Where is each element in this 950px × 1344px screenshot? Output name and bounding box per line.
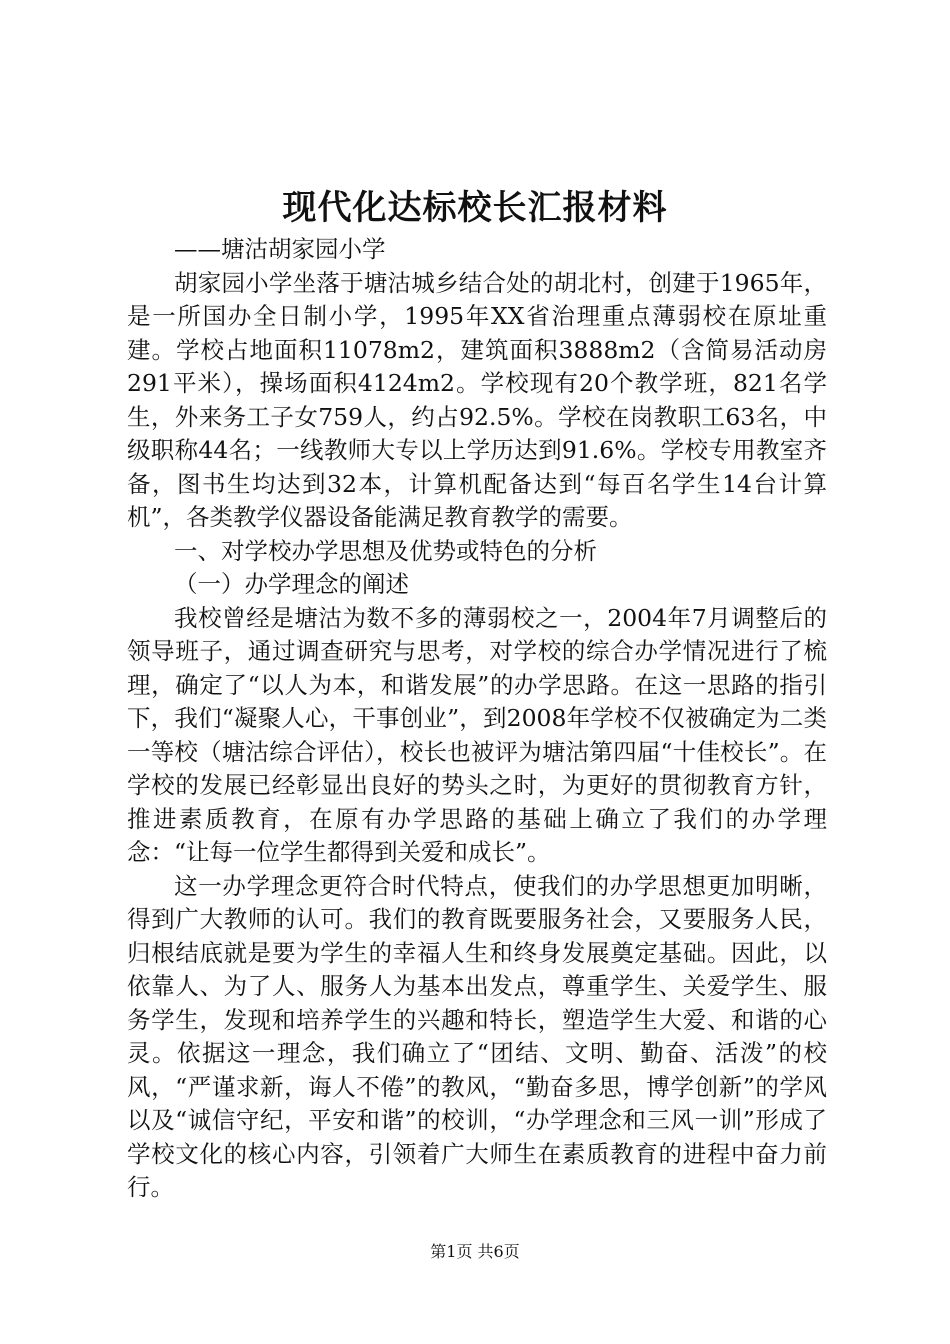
paragraph-culture: 这一办学理念更符合时代特点，使我们的办学思想更加明晰，得到广大教师的认可。我们的教育既要服务社会，又要服务人民，归根结底就是要为学生的幸福人生和终身发展奠定基础。因此，以依靠人、为了人、服务人为基本出发点，尊重学生、关爱学生、服务学生，发现和培养学生的兴趣和特长，塑造学生大爱、和谐的心灵。依据这一理念，我们确立了“团结、文明、勤奋、活泼”的校风，“严谨求新，诲人不倦”的教风，“勤奋多思，博学创新”的学风以及“诚信守纪，平安和谐”的校训，“办学理念和三风一训”形成了学校文化的核心内容，引领着广大师生在素质教育的进程中奋力前行。 xyxy=(127,871,827,1201)
paragraph-intro: 胡家园小学坐落于塘沽城乡结合处的胡北村，创建于1965年，是一所国办全日制小学，1995年XX省治理重点薄弱校在原址重建。学校占地面积11078m2，建筑面积3888m2（含简易活动房291平米），操场面积4124m2。学校现有20个教学班，821名学生，外来务工子女759人，约占92.5%。学校在岗教职工63名，中级职称44名；一线教师大专以上学历达到91.6%。学校专用教室齐备，图书生均达到32本，计算机配备达到“每百名学生14台计算机”，各类教学仪器设备能满足教育教学的需要。 xyxy=(127,268,827,531)
page-number-footer: 第1页 共6页 xyxy=(430,1242,520,1261)
document-subtitle: ——塘沽胡家园小学 xyxy=(174,235,386,263)
document-title: 现代化达标校长汇报材料 xyxy=(282,188,668,228)
subsection-heading: （一）办学理念的阐述 xyxy=(174,570,409,598)
section-heading: 一、对学校办学思想及优势或特色的分析 xyxy=(174,536,597,565)
paragraph-philosophy: 我校曾经是塘沽为数不多的薄弱校之一，2004年7月调整后的领导班子，通过调查研究与思考，对学校的综合办学情况进行了梳理，确定了“以人为本，和谐发展”的办学思路。在这一思路的指引下，我们“凝聚人心，干事创业”，到2008年学校不仅被确定为二类一等校（塘沽综合评估），校长也被评为塘沽第四届“十佳校长”。在学校的发展已经彰显出良好的势头之时，为更好的贯彻教育方针，推进素质教育，在原有办学思路的基础上确立了我们的办学理念：“让每一位学生都得到关爱和成长”。 xyxy=(127,603,827,866)
document-body xyxy=(127,233,827,1205)
